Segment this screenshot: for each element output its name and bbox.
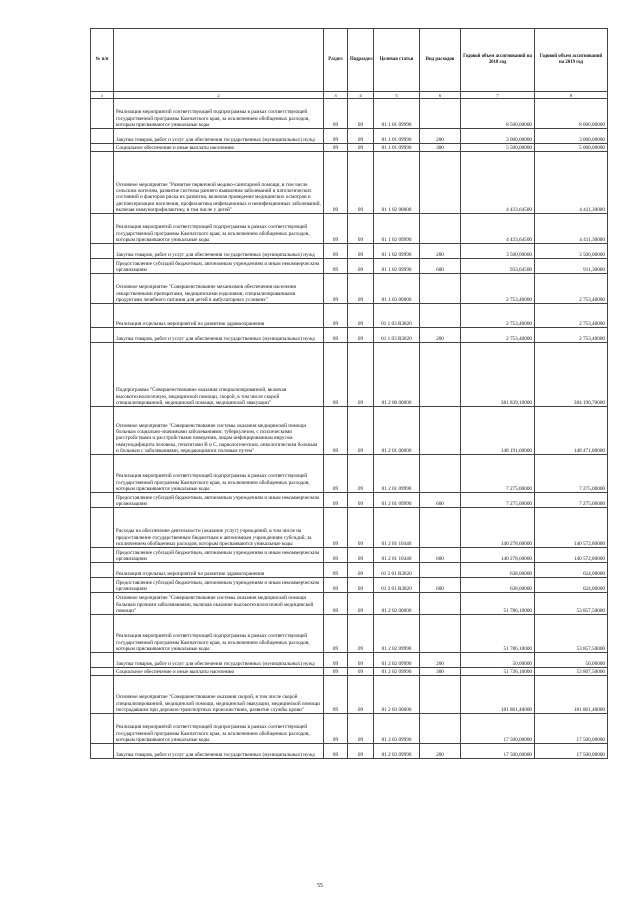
cell-statya: 01 1 01 09990 [374,99,420,129]
cell-num [91,455,114,493]
cell-razdel: 09 [324,99,348,129]
cell-2018: 4 433,64500 [461,152,535,214]
cell-podrazdel: 09 [348,152,374,214]
cell-2018: 5 500,00000 [461,144,535,152]
cell-2018: 638,00000 [461,563,535,578]
cell-podrazdel: 09 [348,259,374,274]
cell-razdel: 09 [324,493,348,508]
cell-2019: 4 411,30000 [535,214,608,244]
cell-name: Реализация мероприятий соответствующей подпрограммы в рамках соответствующей государственной программы Камчатского края, за исключением обобщенных расходов, которым присваиваются уникальные коды [114,99,324,129]
table-row [91,129,608,144]
cell-num [91,714,114,744]
cell-statya: 01 2 02 09990 [374,653,420,668]
cell-num [91,99,114,129]
cell-num [91,668,114,676]
cell-podrazdel: 09 [348,578,374,593]
cell-2018: 7 275,00000 [461,493,535,508]
cell-vid [420,214,461,244]
cell-razdel: 09 [324,129,348,144]
cell-vid [420,152,461,214]
cell-name: Реализация мероприятий соответствующей подпрограммы в рамках соответствующей государственной программы Камчатского края, за исключением обобщенных расходов, которым присваиваются уникальные коды [114,455,324,493]
cell-2019: 17 500,00000 [535,744,608,759]
cell-razdel: 09 [324,152,348,214]
cell-name: Социальное обеспечение и иные выплаты населению [114,144,324,152]
cell-num [91,244,114,259]
cell-razdel: 09 [324,676,348,714]
cell-name: Основное мероприятие "Совершенствование оказания скорой, в том числе скорой специализированной, медицинской помощи, медицинской эвакуации, медицинской помощи пострадавшим при дорожно-транспортных происшествиях, развитие службы крови" [114,676,324,714]
column-number: 6 [420,92,461,99]
cell-name: Основное мероприятие "Развитие первичной медико-санитарной помощи, в том числе сельским жителям, развитие системы раннего выявления заболеваний и патологических состояний и факторов риска их развития, включая проведение медицинских осмотров и диспансеризации населения, профилактика инфекционных и неинфекционных заболеваний, включая иммунопрофилактику, в том числе у детей" [114,152,324,214]
cell-vid: 200 [420,244,461,259]
cell-name: Расходы на обеспечение деятельности (оказание услуг) учреждений, в том числе на предоставление государственным бюджетным и автономным учреждениям субсидий, за исключением обобщенных расходов, которым присваиваются уникальные коды [114,508,324,548]
cell-num [91,129,114,144]
cell-statya: 01 2 01 09990 [374,455,420,493]
cell-num [91,214,114,244]
cell-statya: 01 2 01 00000 [374,407,420,455]
cell-razdel: 09 [324,563,348,578]
cell-2018: 2 753,40000 [461,274,535,304]
cell-2019: 3 500,00000 [535,244,608,259]
cell-2019: 140 572,80000 [535,548,608,563]
cell-podrazdel: 09 [348,493,374,508]
cell-podrazdel: 09 [348,744,374,759]
table-row [91,343,608,407]
table-row [91,144,608,152]
cell-2018: 17 500,00000 [461,744,535,759]
cell-2018: 3 500,00000 [461,244,535,259]
cell-2019: 53 857,50000 [535,593,608,615]
cell-razdel: 09 [324,508,348,548]
cell-num [91,653,114,668]
cell-razdel: 09 [324,407,348,455]
cell-podrazdel: 09 [348,274,374,304]
header-2019: Годовой объем ассигнований на 2019 год [535,29,608,92]
cell-2018: 3 000,00000 [461,129,535,144]
table-row [91,676,608,714]
column-number-row [91,92,608,99]
cell-vid: 600 [420,493,461,508]
cell-statya: 01 2 01 10440 [374,548,420,563]
cell-podrazdel: 09 [348,214,374,244]
cell-num [91,548,114,563]
header-2018: Годовой объем ассигнований на 2018 год [461,29,535,92]
page-number: 55 [317,883,323,889]
cell-podrazdel: 09 [348,653,374,668]
cell-razdel: 09 [324,548,348,563]
cell-name: Основное мероприятие "Совершенствование механизмов обеспечения населения лекарственными препаратами, медицинскими изделиями, специализированными продуктами лечебного питания для детей в амбулаторных условиях" [114,274,324,304]
cell-2019: 2 753,40000 [535,274,608,304]
cell-2019: 53 857,50000 [535,615,608,653]
cell-2019: 8 000,00000 [535,99,608,129]
cell-razdel: 09 [324,259,348,274]
cell-num [91,578,114,593]
cell-num [91,493,114,508]
column-number: 2 [114,92,324,99]
table-row [91,548,608,563]
cell-podrazdel: 09 [348,244,374,259]
cell-statya: 01 2 01 R3820 [374,578,420,593]
cell-vid [420,274,461,304]
cell-razdel: 09 [324,244,348,259]
cell-2019: 624,00000 [535,578,608,593]
table-row [91,274,608,304]
cell-2018: 51 736,10000 [461,668,535,676]
cell-vid [420,407,461,455]
cell-2019: 53 807,50000 [535,668,608,676]
cell-name: Основное мероприятие "Совершенствование системы оказания медицинской помощи больным прочими заболеваниями, включая оказание высокотехнологичной медицинской помощи" [114,593,324,615]
cell-statya: 01 2 03 00000 [374,676,420,714]
cell-vid: 300 [420,668,461,676]
cell-2019: 7 275,00000 [535,493,608,508]
cell-razdel: 09 [324,274,348,304]
cell-2019: 181 861,40000 [535,676,608,714]
cell-statya: 01 1 01 09990 [374,129,420,144]
cell-vid [420,99,461,129]
cell-vid: 200 [420,744,461,759]
cell-2018: 17 500,00000 [461,714,535,744]
cell-razdel: 09 [324,455,348,493]
table-row [91,244,608,259]
table-row [91,593,608,615]
cell-2019: 911,30000 [535,259,608,274]
cell-statya: 01 2 02 09990 [374,668,420,676]
header-row [91,29,608,92]
cell-name: Предоставление субсидий бюджетным, автономным учреждениям и иным некоммерческим организациям [114,548,324,563]
cell-razdel: 09 [324,578,348,593]
cell-statya: 01 1 03 00000 [374,274,420,304]
table-row [91,493,608,508]
cell-2019: 140 572,80000 [535,508,608,548]
cell-name: Закупка товаров, работ и услуг для обеспечения государственных (муниципальных) нужд [114,744,324,759]
cell-vid: 600 [420,259,461,274]
cell-num [91,615,114,653]
header-podrazdel: Подраздел [348,29,374,92]
cell-vid [420,508,461,548]
cell-vid [420,714,461,744]
cell-2019: 2 753,40000 [535,304,608,328]
cell-name: Предоставление субсидий бюджетным, автономным учреждениям и иным некоммерческим организациям [114,578,324,593]
cell-razdel: 09 [324,653,348,668]
cell-statya: 01 2 01 09990 [374,493,420,508]
cell-razdel: 09 [324,343,348,407]
table-row [91,99,608,129]
cell-name: Подпрограмма "Совершенствование оказания специализированной, включая высокотехнологичную, медицинской помощи, скорой, в том числе скорой специализированной, медицинской помощи, медицинской эвакуации" [114,343,324,407]
cell-name: Закупка товаров, работ и услуг для обеспечения государственных (муниципальных) нужд [114,653,324,668]
cell-vid [420,455,461,493]
cell-podrazdel: 09 [348,328,374,343]
cell-name: Реализация мероприятий соответствующей подпрограммы в рамках соответствующей государственной программы Камчатского края, за исключением обобщенных расходов, которым присваиваются уникальные коды [114,214,324,244]
table-row [91,152,608,214]
header-num: № п/п [91,29,114,92]
table-row [91,455,608,493]
cell-name: Реализация отдельных мероприятий по развитию здравоохранения [114,304,324,328]
cell-statya: 01 2 01 R3820 [374,563,420,578]
cell-2018: 51 786,10000 [461,615,535,653]
cell-podrazdel: 09 [348,508,374,548]
cell-statya: 01 1 02 09990 [374,214,420,244]
cell-razdel: 09 [324,615,348,653]
cell-razdel: 09 [324,668,348,676]
cell-name: Предоставление субсидий бюджетным, автономным учреждениям и иным некоммерческим организациям [114,493,324,508]
cell-vid [420,615,461,653]
cell-razdel: 09 [324,714,348,744]
cell-name: Закупка товаров, работ и услуг для обеспечения государственных (муниципальных) нужд [114,244,324,259]
cell-name: Реализация мероприятий соответствующей подпрограммы в рамках соответствующей государственной программы Камчатского края, за исключением обобщенных расходов, которым присваиваются уникальные коды [114,615,324,653]
cell-2018: 8 500,00000 [461,99,535,129]
cell-name: Реализация мероприятий соответствующей подпрограммы в рамках соответствующей государственной программы Камчатского края, за исключением обобщенных расходов, которым присваиваются уникальные коды [114,714,324,744]
cell-2019: 7 275,00000 [535,455,608,493]
cell-razdel: 09 [324,214,348,244]
column-number: 5 [374,92,420,99]
cell-2019: 50,00000 [535,653,608,668]
cell-podrazdel: 09 [348,304,374,328]
cell-razdel: 09 [324,144,348,152]
cell-name: Предоставление субсидий бюджетным, автономным учреждениям и иным некоммерческим организациям [114,259,324,274]
cell-2019: 148 471,80000 [535,407,608,455]
cell-statya: 01 2 00 00000 [374,343,420,407]
cell-podrazdel: 09 [348,593,374,615]
cell-2018: 148 191,60000 [461,407,535,455]
cell-vid: 200 [420,129,461,144]
cell-statya: 01 2 03 09990 [374,714,420,744]
cell-name: Реализация отдельных мероприятий по развитию здравоохранения [114,563,324,578]
cell-statya: 01 1 03 R3820 [374,304,420,328]
cell-num [91,563,114,578]
table-row [91,744,608,759]
cell-podrazdel: 09 [348,343,374,407]
cell-2018: 638,00000 [461,578,535,593]
cell-num [91,407,114,455]
cell-podrazdel: 09 [348,615,374,653]
cell-statya: 01 2 01 10440 [374,508,420,548]
header-vid: Вид расходов [420,29,461,92]
table-row [91,714,608,744]
cell-num [91,304,114,328]
cell-vid: 200 [420,328,461,343]
table-row [91,214,608,244]
table-row [91,563,608,578]
cell-statya: 01 2 02 09990 [374,615,420,653]
cell-statya: 01 1 01 09990 [374,144,420,152]
cell-podrazdel: 09 [348,668,374,676]
cell-vid [420,343,461,407]
cell-num [91,144,114,152]
cell-statya: 01 2 03 09990 [374,744,420,759]
cell-podrazdel: 09 [348,548,374,563]
table-row [91,328,608,343]
table-body [91,99,608,759]
table-row [91,668,608,676]
header-name [114,29,324,92]
table-row [91,615,608,653]
column-number: 3 [324,92,348,99]
cell-name: Социальное обеспечение и иные выплаты населению [114,668,324,676]
cell-2018: 140 278,60000 [461,508,535,548]
cell-num [91,328,114,343]
cell-num [91,152,114,214]
cell-2018: 2 753,40000 [461,304,535,328]
cell-2019: 384 190,70000 [535,343,608,407]
cell-2018: 50,00000 [461,653,535,668]
column-number: 8 [535,92,608,99]
cell-statya: 01 1 03 R3820 [374,328,420,343]
cell-2019: 624,00000 [535,563,608,578]
header-statya: Целевая статья [374,29,420,92]
cell-podrazdel: 09 [348,129,374,144]
cell-razdel: 09 [324,744,348,759]
cell-num [91,259,114,274]
cell-razdel: 09 [324,328,348,343]
cell-2018: 933,64500 [461,259,535,274]
cell-vid: 600 [420,548,461,563]
table-row [91,653,608,668]
cell-2018: 51 786,10000 [461,593,535,615]
cell-num [91,343,114,407]
cell-2018: 2 753,40000 [461,328,535,343]
cell-num [91,274,114,304]
cell-vid [420,304,461,328]
cell-2018: 7 275,00000 [461,455,535,493]
cell-num [91,744,114,759]
table-row [91,578,608,593]
cell-2019: 17 500,00000 [535,714,608,744]
cell-2019: 2 753,40000 [535,328,608,343]
cell-2018: 181 861,40000 [461,676,535,714]
cell-statya: 01 2 02 00000 [374,593,420,615]
cell-name: Закупка товаров, работ и услуг для обеспечения государственных (муниципальных) нужд [114,328,324,343]
cell-name: Закупка товаров, работ и услуг для обеспечения государственных (муниципальных) нужд [114,129,324,144]
cell-razdel: 09 [324,593,348,615]
cell-vid [420,593,461,615]
column-number: 7 [461,92,535,99]
cell-podrazdel: 09 [348,714,374,744]
cell-vid: 200 [420,653,461,668]
cell-vid [420,563,461,578]
cell-name: Основное мероприятие "Совершенствование системы оказания медицинской помощи больным социально-значимыми заболеваниями: туберкулезом, с психическими расстройствами и расстройствами поведения, лицам инфицированным вирусом иммунодефицита человека, гепатитами В и С, наркологическим, онкологическим больным и больным с заболеваниями, передающимися половым путем" [114,407,324,455]
cell-num [91,593,114,615]
cell-2019: 4 411,30000 [535,152,608,214]
cell-podrazdel: 09 [348,144,374,152]
budget-table [90,28,608,759]
cell-statya: 01 1 02 00000 [374,152,420,214]
cell-2018: 140 278,60000 [461,548,535,563]
cell-2019: 5 000,00000 [535,144,608,152]
cell-podrazdel: 09 [348,563,374,578]
cell-vid: 300 [420,144,461,152]
cell-2019: 3 000,00000 [535,129,608,144]
cell-num [91,508,114,548]
table-row [91,259,608,274]
column-number: 1 [91,92,114,99]
cell-podrazdel: 09 [348,455,374,493]
cell-vid [420,676,461,714]
table-row [91,508,608,548]
column-number: 4 [348,92,374,99]
cell-podrazdel: 09 [348,407,374,455]
table-row [91,407,608,455]
cell-podrazdel: 09 [348,99,374,129]
table-row [91,304,608,328]
cell-podrazdel: 09 [348,676,374,714]
cell-2018: 4 433,64500 [461,214,535,244]
cell-statya: 01 1 02 09990 [374,259,420,274]
cell-vid: 600 [420,578,461,593]
header-razdel: Раздел [324,29,348,92]
cell-statya: 01 1 02 09990 [374,244,420,259]
cell-num [91,676,114,714]
cell-2018: 381 839,10000 [461,343,535,407]
cell-razdel: 09 [324,304,348,328]
